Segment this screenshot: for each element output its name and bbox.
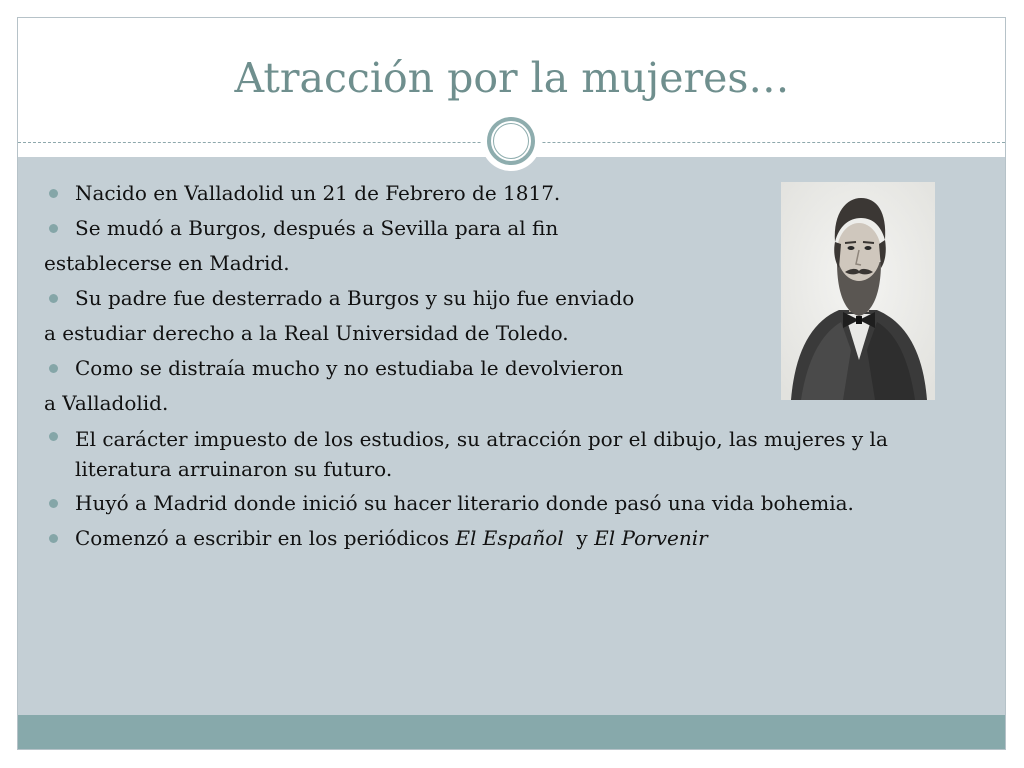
- portrait-photo: [781, 182, 935, 400]
- bullet-text: Su padre fue desterrado a Burgos y su hijo fue enviado: [75, 286, 635, 310]
- bullet-icon: [49, 432, 58, 441]
- bullet-icon: [49, 364, 58, 373]
- bullet-text-middle: y: [563, 526, 595, 550]
- bullet-item: [44, 421, 984, 486]
- divider-inner-ring: [493, 123, 529, 159]
- portrait-illustration: [781, 182, 935, 400]
- bullet-icon: [49, 189, 58, 198]
- bullet-text: Nacido en Valladolid un 21 de Febrero de 1817.: [75, 181, 561, 205]
- slide-title: Atracción por la mujeres…: [234, 54, 790, 102]
- footer-band: [18, 715, 1005, 749]
- bullet-continuation: a Valladolid.: [44, 391, 169, 415]
- bullet-text: Huyó a Madrid donde inició su hacer literario donde pasó una vida bohemia.: [75, 491, 854, 515]
- bullet-icon: [49, 499, 58, 508]
- bullet-item: [44, 486, 984, 521]
- bullet-icon: [49, 294, 58, 303]
- newspaper-name-el-porvenir: El Porvenir: [594, 526, 708, 550]
- bullet-text: Como se distraía mucho y no estudiaba le devolvieron: [75, 356, 624, 380]
- bullet-text: Se mudó a Burgos, después a Sevilla para al fin: [75, 216, 559, 240]
- newspaper-name-el-espanol: El Español: [455, 526, 564, 550]
- bullet-continuation: establecerse en Madrid.: [44, 251, 290, 275]
- bullet-item: [44, 521, 984, 556]
- bullet-icon: [49, 224, 58, 233]
- bullet-text: El carácter impuesto de los estudios, su atracción por el dibujo, las mujeres y la literatura arruinaron su futuro.: [75, 427, 888, 481]
- bullet-continuation: a estudiar derecho a la Real Universidad de Toledo.: [44, 321, 569, 345]
- bullet-icon: [49, 534, 58, 543]
- bullet-text-prefix: Comenzó a escribir en los periódicos: [75, 526, 456, 550]
